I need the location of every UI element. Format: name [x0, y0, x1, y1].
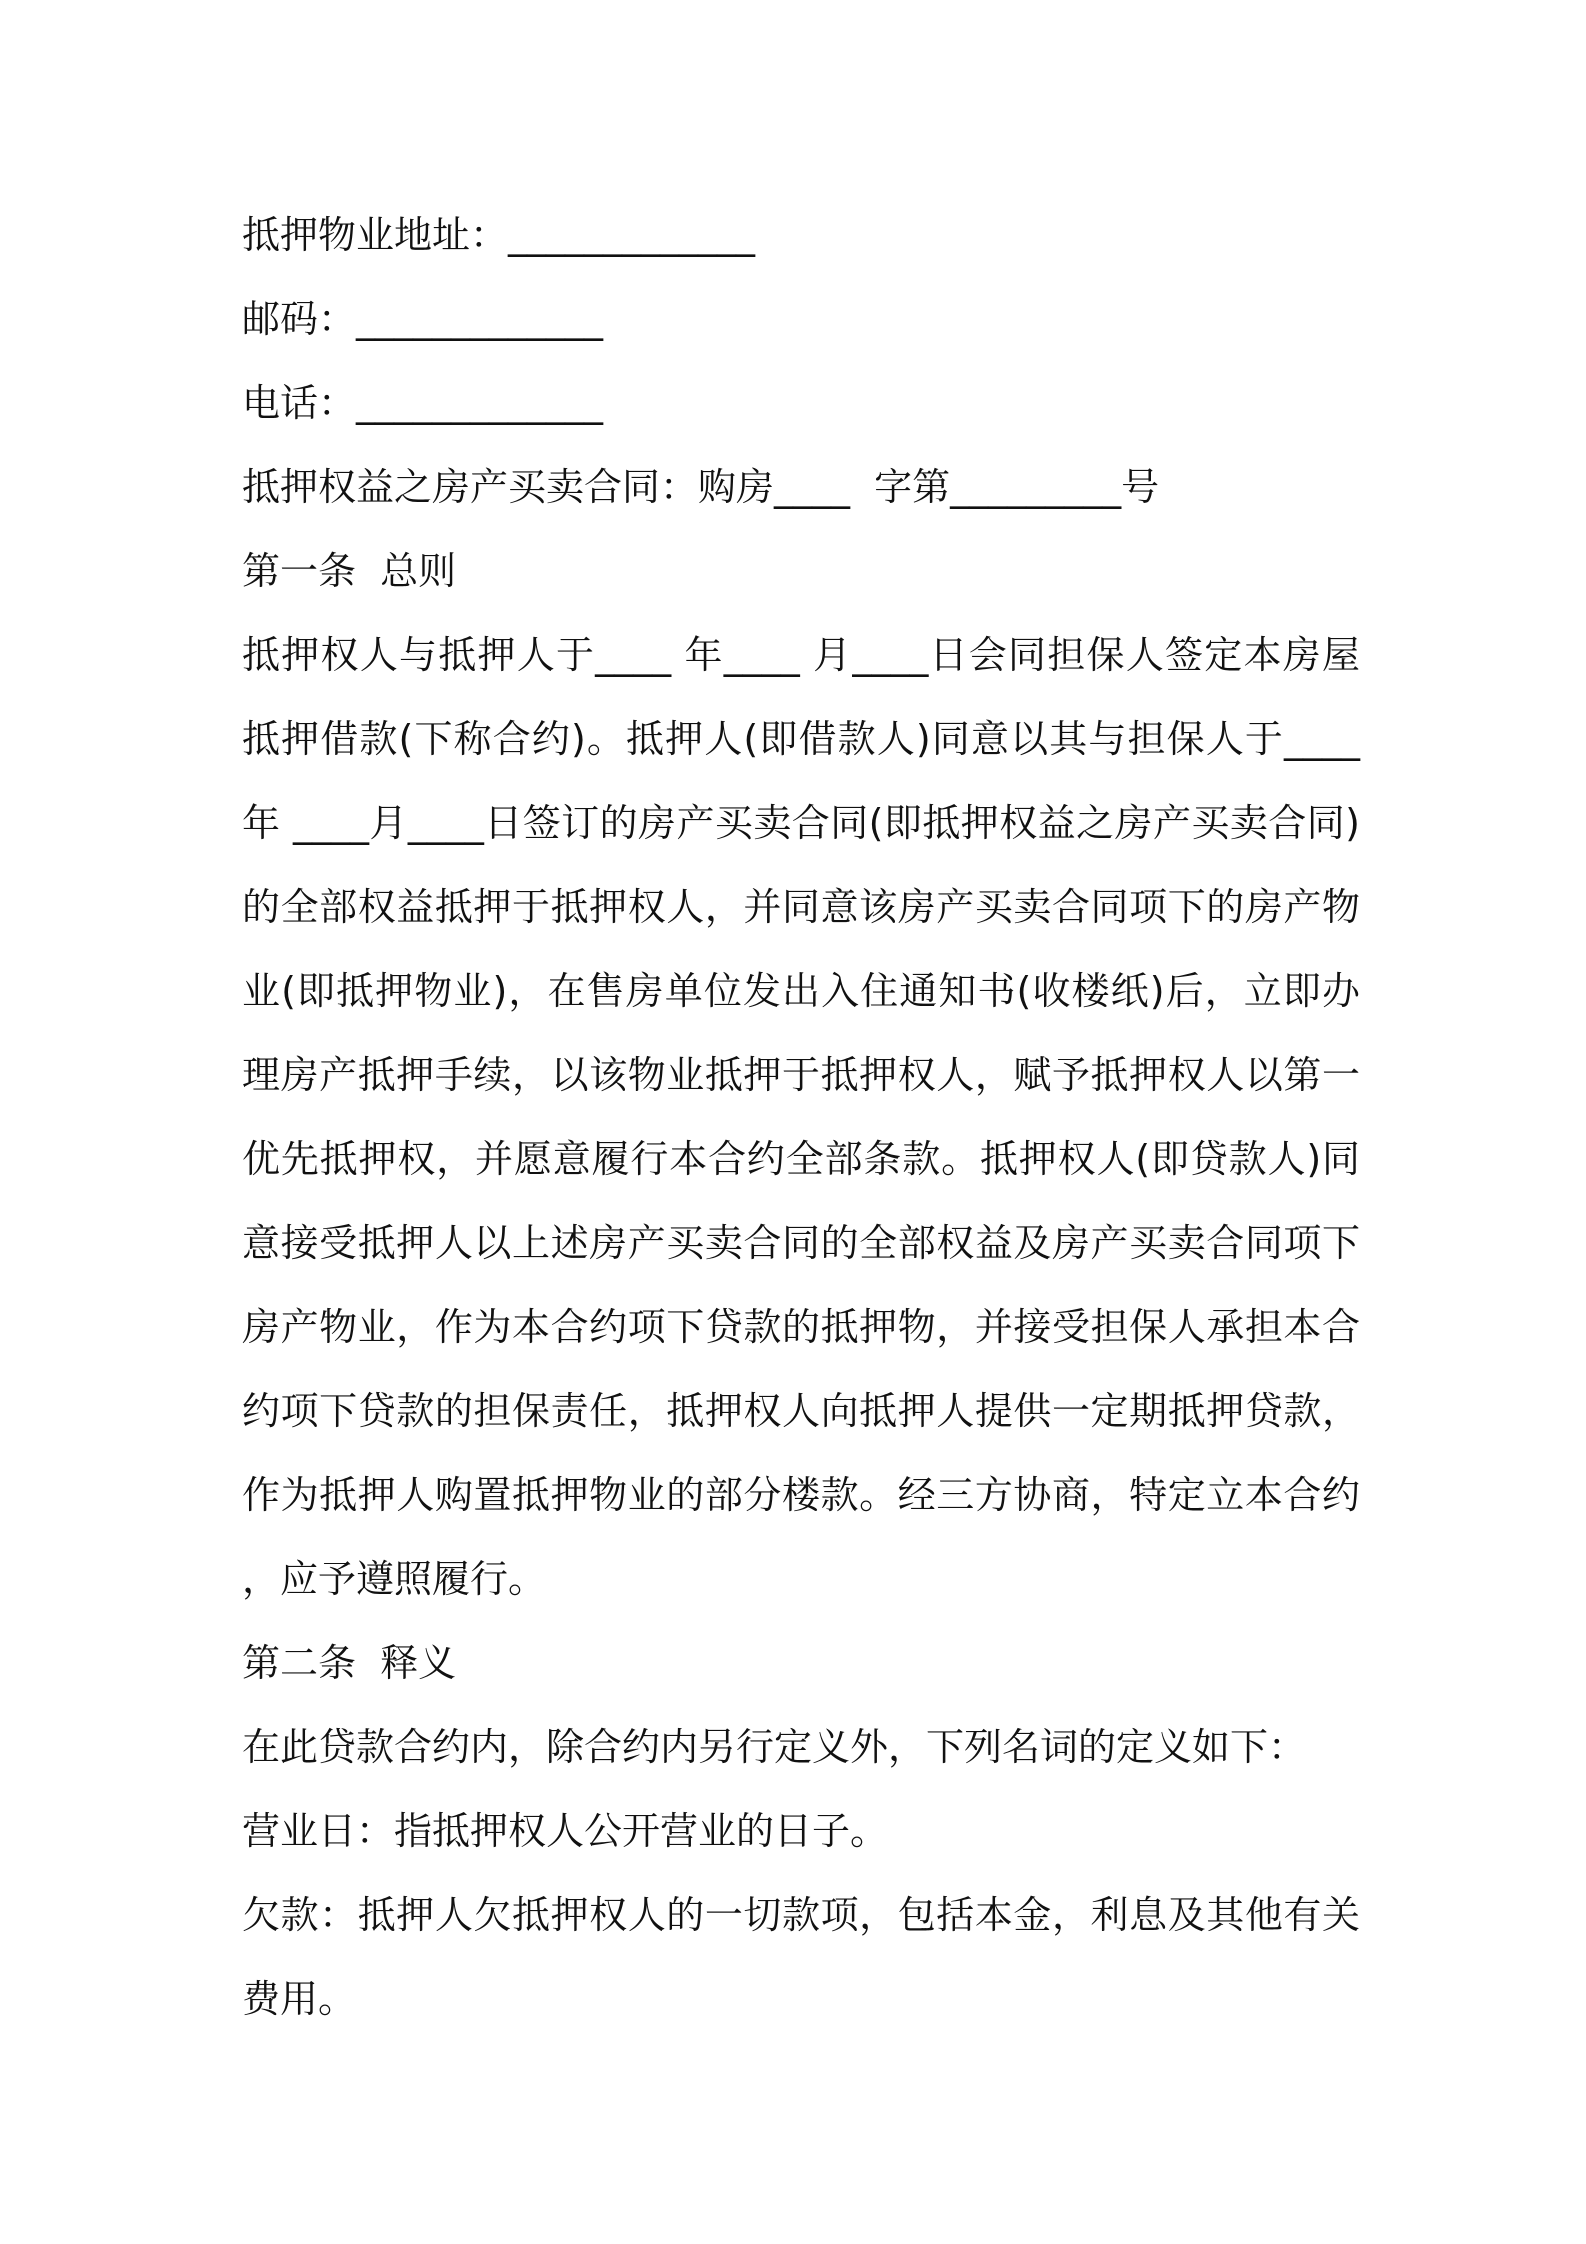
purchase-contract-line: 抵押权益之房产买卖合同：购房____ 字第_________号 [242, 465, 1160, 509]
mortgage-property-address-line: 抵押物业地址：_____________ [242, 213, 756, 257]
definition-debt: 欠款：抵押人欠抵押权人的一切款项，包括本金，利息及其他有关费用。 [242, 1893, 1360, 2021]
postal-code-line: 邮码：_____________ [242, 297, 604, 341]
article-2-title: 第二条 释义 [242, 1641, 457, 1685]
article-1-body: 抵押权人与抵押人于____ 年____ 月____日会同担保人签定本房屋抵押借款(下称合约)。抵押人(即借款人)同意以其与担保人于____年 ____月____日签订的房产买卖合同(即抵押权益之房产买卖合同)的全部权益抵押于抵押权人，并同意该房产买卖合同项下的房产物业(即抵押物业)，在售房单位发出入住通知书(收楼纸)后，立即办理房产抵押手续，以该物业抵押于抵押权人，赋予抵押权人以第一优先抵押权，并愿意履行本合约全部条款。抵押权人(即贷款人)同意接受抵押人以上述房产买卖合同的全部权益及房产买卖合同项下房产物业，作为本合约项下贷款的抵押物，并接受担保人承担本合约项下贷款的担保责任，抵押权人向抵押人提供一定期抵押贷款，作为抵押人购置抵押物业的部分楼款。经三方协商，特定立本合约，应予遵照履行。 [242, 633, 1360, 1601]
article-1-title: 第一条 总则 [242, 549, 457, 593]
document-body [242, 193, 1360, 2041]
phone-line: 电话：_____________ [242, 381, 604, 425]
definition-business-day: 营业日：指抵押权人公开营业的日子。 [242, 1809, 889, 1853]
article-2-intro: 在此贷款合约内，除合约内另行定义外，下列名词的定义如下： [242, 1725, 1307, 1769]
